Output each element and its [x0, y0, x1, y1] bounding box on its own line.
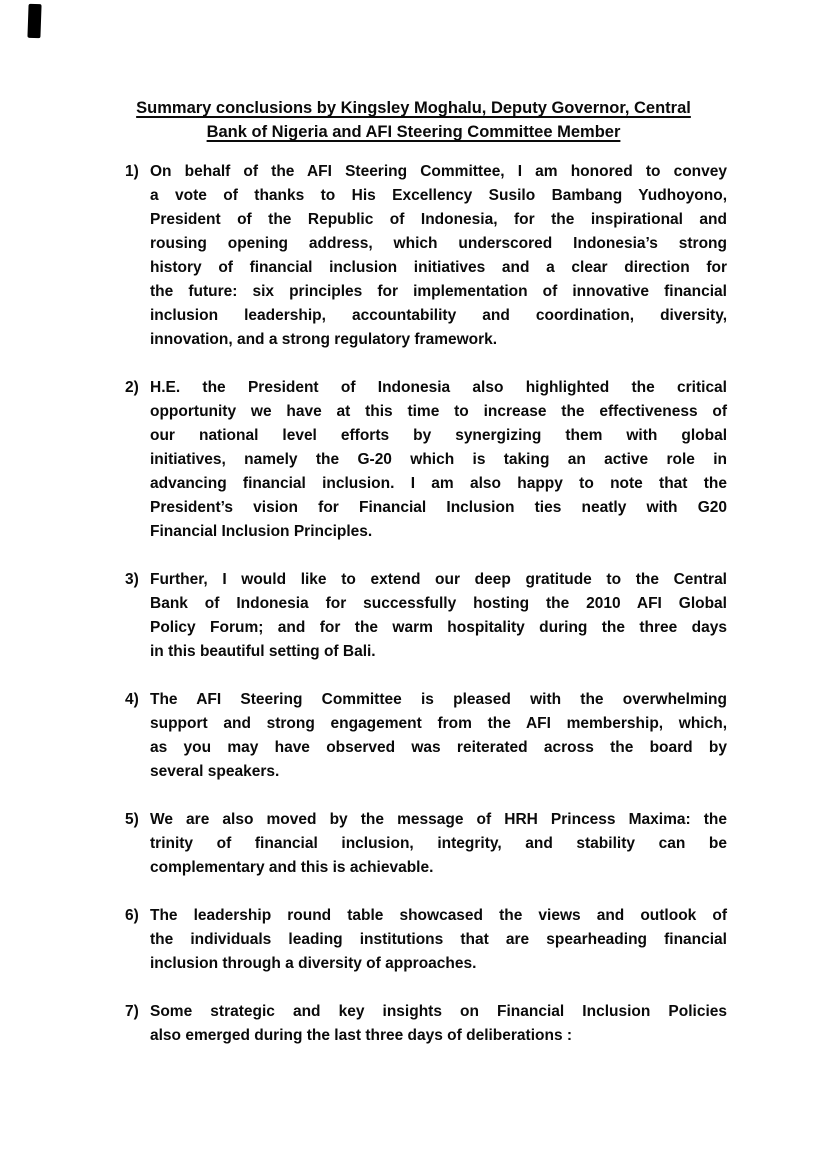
- title-line-1: Summary conclusions by Kingsley Moghalu, Deputy Governor, Central: [136, 99, 691, 117]
- text-line: The AFI Steering Committee is pleased with the overwhelming: [150, 691, 727, 708]
- item-number: 3): [125, 571, 139, 588]
- item-text: [150, 688, 727, 784]
- item-text: [150, 808, 727, 880]
- numbered-list: [125, 160, 727, 1048]
- item-number: 5): [125, 811, 139, 828]
- scan-artifact-mark: [27, 4, 41, 38]
- item-number: 6): [125, 907, 139, 924]
- text-line: initiatives, namely the G-20 which is taking an active role in: [150, 451, 727, 468]
- text-line: opportunity we have at this time to increase the effectiveness of: [150, 403, 727, 420]
- list-item: [125, 808, 727, 880]
- text-line: inclusion leadership, accountability and coordination, diversity,: [150, 307, 727, 324]
- item-text: [150, 568, 727, 664]
- list-item: [125, 1000, 727, 1048]
- text-line: the future: six principles for implementation of innovative financial: [150, 283, 727, 300]
- item-number: 2): [125, 379, 139, 396]
- item-text: [150, 160, 727, 352]
- item-number: 1): [125, 163, 139, 180]
- title-line-2: Bank of Nigeria and AFI Steering Committee Member: [206, 123, 621, 141]
- item-text: [150, 1000, 727, 1048]
- text-line: in this beautiful setting of Bali.: [150, 643, 376, 660]
- text-line: the individuals leading institutions that are spearheading financial: [150, 931, 727, 948]
- item-text: [150, 376, 727, 544]
- title-line-wrap: [0, 120, 827, 144]
- text-line: as you may have observed was reiterated across the board by: [150, 739, 727, 756]
- text-line: our national level efforts by synergizing them with global: [150, 427, 727, 444]
- text-line: complementary and this is achievable.: [150, 859, 434, 876]
- text-line: advancing financial inclusion. I am also happy to note that the: [150, 475, 727, 492]
- list-item: [125, 568, 727, 664]
- text-line: The leadership round table showcased the views and outlook of: [150, 907, 727, 924]
- item-number: 7): [125, 1003, 139, 1020]
- text-line: trinity of financial inclusion, integrity, and stability can be: [150, 835, 727, 852]
- item-number: 4): [125, 691, 139, 708]
- text-line: Further, I would like to extend our deep gratitude to the Central: [150, 571, 727, 588]
- text-line: Policy Forum; and for the warm hospitality during the three days: [150, 619, 727, 636]
- text-line: President’s vision for Financial Inclusion ties neatly with G20: [150, 499, 727, 516]
- text-line: Financial Inclusion Principles.: [150, 523, 373, 540]
- text-line: H.E. the President of Indonesia also highlighted the critical: [150, 379, 727, 396]
- text-line: also emerged during the last three days of deliberations :: [150, 1027, 573, 1044]
- list-item: [125, 688, 727, 784]
- text-line: Bank of Indonesia for successfully hosting the 2010 AFI Global: [150, 595, 727, 612]
- text-line: Some strategic and key insights on Financial Inclusion Policies: [150, 1003, 727, 1020]
- text-line: rousing opening address, which underscored Indonesia’s strong: [150, 235, 727, 252]
- text-line: a vote of thanks to His Excellency Susilo Bambang Yudhoyono,: [150, 187, 727, 204]
- document-title: [0, 96, 827, 144]
- text-line: innovation, and a strong regulatory framework.: [150, 331, 498, 348]
- text-line: history of financial inclusion initiatives and a clear direction for: [150, 259, 727, 276]
- list-item: [125, 376, 727, 544]
- list-item: [125, 160, 727, 352]
- list-item: [125, 904, 727, 976]
- text-line: support and strong engagement from the AFI membership, which,: [150, 715, 727, 732]
- text-line: inclusion through a diversity of approaches.: [150, 955, 477, 972]
- text-line: several speakers.: [150, 763, 280, 780]
- title-line-wrap: [0, 96, 827, 120]
- item-text: [150, 904, 727, 976]
- text-line: President of the Republic of Indonesia, for the inspirational and: [150, 211, 727, 228]
- text-line: We are also moved by the message of HRH Princess Maxima: the: [150, 811, 727, 828]
- text-line: On behalf of the AFI Steering Committee, I am honored to convey: [150, 163, 727, 180]
